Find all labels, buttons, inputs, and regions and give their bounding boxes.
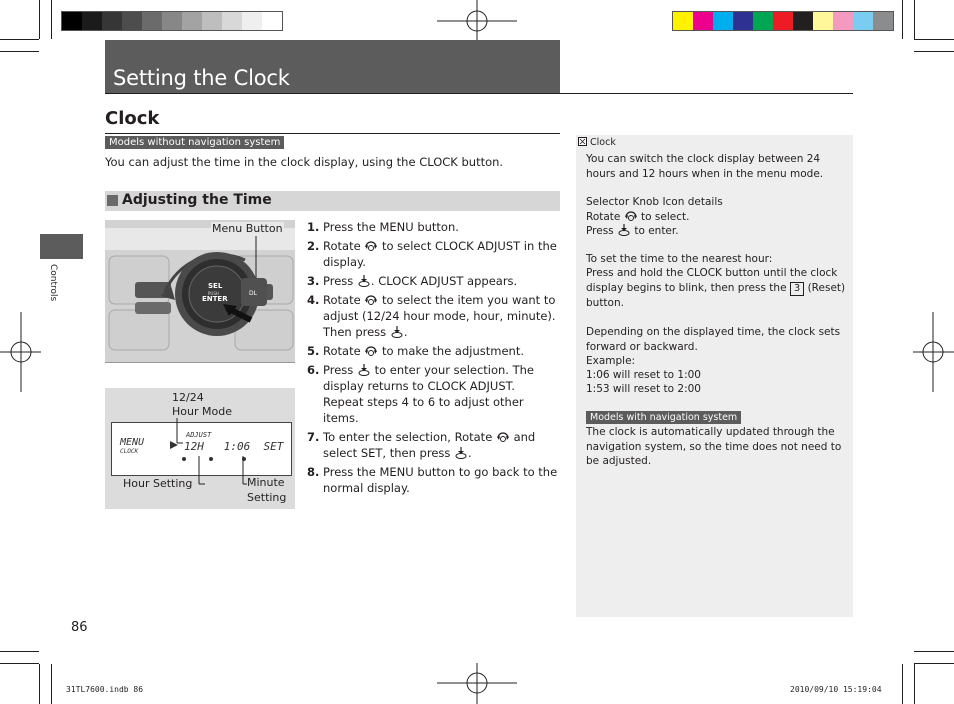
page-number: 86 xyxy=(71,620,88,635)
step-number: 3. xyxy=(307,274,320,288)
step-item xyxy=(307,219,559,235)
rotate-knob-icon xyxy=(496,431,510,443)
section-title: Clock xyxy=(105,108,160,129)
step-text xyxy=(323,292,559,340)
step-number: 5. xyxy=(307,344,320,358)
knob-dl-text: DL xyxy=(249,290,257,297)
step-text-part: to enter your selection. The display returns to CLOCK ADJUST. Repeat steps 4 to 6 to adjust other items. xyxy=(323,363,535,425)
note-rotate-suffix: to select. xyxy=(637,211,690,223)
section-rule xyxy=(105,133,560,134)
note-example-line-1: 1:06 will reset to 1:00 xyxy=(586,369,701,381)
hour-mode-label-line2: Hour Mode xyxy=(172,405,232,418)
intro-text: You can adjust the time in the clock display, using the CLOCK button. xyxy=(105,155,504,169)
rotate-knob-icon xyxy=(624,210,638,222)
step-number: 2. xyxy=(307,239,320,253)
note-heading xyxy=(578,137,616,148)
lcd-menu-text: MENU xyxy=(120,437,145,448)
lcd-adjust-text: ADJUST xyxy=(186,431,212,439)
minute-setting-label-line1: Minute xyxy=(247,476,285,489)
step-text-part: Press the MENU button. xyxy=(323,220,459,234)
step-text-part: . xyxy=(468,446,472,460)
step-text-part: . CLOCK ADJUST appears. xyxy=(370,274,518,288)
note-paragraph-1: You can switch the clock display between 24 hours and 12 hours when in the menu mode. xyxy=(586,153,824,180)
step-text-part: Rotate xyxy=(323,344,365,358)
hour-setting-label: Hour Setting xyxy=(123,477,193,490)
step-text-part: Press xyxy=(323,363,357,377)
model-tag-nav: Models with navigation system xyxy=(586,411,741,424)
note-knob-rotate xyxy=(586,210,848,225)
knob-enter-text: ENTER xyxy=(202,295,228,303)
step-text-part: Rotate xyxy=(323,293,365,307)
step-text xyxy=(323,273,559,289)
press-knob-icon xyxy=(617,224,631,236)
step-item xyxy=(307,464,559,496)
rotate-knob-icon xyxy=(364,345,378,357)
step-text-part: . xyxy=(403,325,408,339)
step-text-part: Rotate xyxy=(323,239,365,253)
step-text xyxy=(323,219,559,235)
note-example-title: Example: xyxy=(586,355,636,367)
steps-list xyxy=(307,219,559,499)
rotate-knob-icon xyxy=(364,294,378,306)
note-paragraph-4: Depending on the displayed time, the clock sets forward or backward. xyxy=(586,326,841,353)
step-text-part: to select CLOCK ADJUST in the display. xyxy=(323,239,557,269)
step-text-part: to make the adjustment. xyxy=(378,344,524,358)
menu-button-label: Menu Button xyxy=(212,222,283,235)
side-tab xyxy=(40,234,83,259)
step-item xyxy=(307,273,559,289)
step-number: 1. xyxy=(307,220,320,234)
step-text-part: to select the item you want to adjust (12/24 hour mode, hour, minute). Then press xyxy=(323,293,556,339)
step-text-part: and select SET, then press xyxy=(323,430,536,460)
note-reset-text-b: (Reset) button. xyxy=(586,281,846,309)
press-knob-icon xyxy=(390,326,404,338)
note-nearest-hour-title: To set the time to the nearest hour: xyxy=(586,253,773,265)
footer-date: 2010/09/10 15:19:04 xyxy=(790,685,882,694)
press-knob-icon xyxy=(454,447,468,459)
step-item xyxy=(307,362,559,426)
step-number: 4. xyxy=(307,293,320,307)
note-knob-title: Selector Knob Icon details xyxy=(586,196,723,208)
step-item xyxy=(307,429,559,461)
footer-file: 31TL7600.indb 86 xyxy=(66,685,144,694)
step-text xyxy=(323,362,559,426)
step-item xyxy=(307,238,559,270)
hour-mode-label-line1: 12/24 xyxy=(172,391,204,404)
model-tag-no-nav: Models without navigation system xyxy=(105,136,284,149)
lcd-clock-text: CLOCK xyxy=(120,448,139,455)
note-nearest-hour-text xyxy=(586,266,848,310)
lcd-value-text: 12H 1:06 SET xyxy=(184,440,284,453)
step-text-part: To enter the selection, Rotate xyxy=(323,430,496,444)
reference-icon xyxy=(578,137,587,146)
step-text-part: Press xyxy=(323,274,357,288)
knob-illustration xyxy=(105,220,295,363)
page-title: Setting the Clock xyxy=(113,66,290,90)
step-text xyxy=(323,429,559,461)
press-knob-icon xyxy=(357,364,371,376)
step-item xyxy=(307,343,559,359)
note-knob-press xyxy=(586,224,848,239)
subsection-title: Adjusting the Time xyxy=(122,192,272,208)
step-number: 7. xyxy=(307,430,320,444)
press-knob-icon xyxy=(357,275,371,287)
step-item xyxy=(307,292,559,340)
knob-figure xyxy=(105,220,295,363)
note-example-line-2: 1:53 will reset to 2:00 xyxy=(586,383,701,395)
knob-push-text: PUSH xyxy=(208,291,219,296)
note-heading-text: Clock xyxy=(590,137,616,148)
rotate-knob-icon xyxy=(364,240,378,252)
step-number: 8. xyxy=(307,465,320,479)
note-paragraph-6: The clock is automatically updated through the navigation system, so the time does not need to be adjusted. xyxy=(586,426,842,467)
subsection-marker xyxy=(107,195,118,206)
note-press-suffix: to enter. xyxy=(630,225,679,237)
step-text xyxy=(323,343,559,359)
step-text xyxy=(323,238,559,270)
note-reset-text-a: Press and hold the CLOCK button until the clock display begins to blink, then press the xyxy=(586,267,838,294)
header-rule xyxy=(105,93,853,94)
step-text-part: Press the MENU button to go back to the normal display. xyxy=(323,465,558,495)
note-press-prefix: Press xyxy=(586,225,617,237)
preset-3-key: 3 xyxy=(790,282,804,296)
note-rotate-prefix: Rotate xyxy=(586,211,624,223)
step-text xyxy=(323,464,559,496)
step-number: 6. xyxy=(307,363,320,377)
side-tab-label: Controls xyxy=(48,264,58,302)
knob-sel-text: SEL xyxy=(208,282,223,290)
minute-setting-label-line2: Setting xyxy=(247,491,287,504)
